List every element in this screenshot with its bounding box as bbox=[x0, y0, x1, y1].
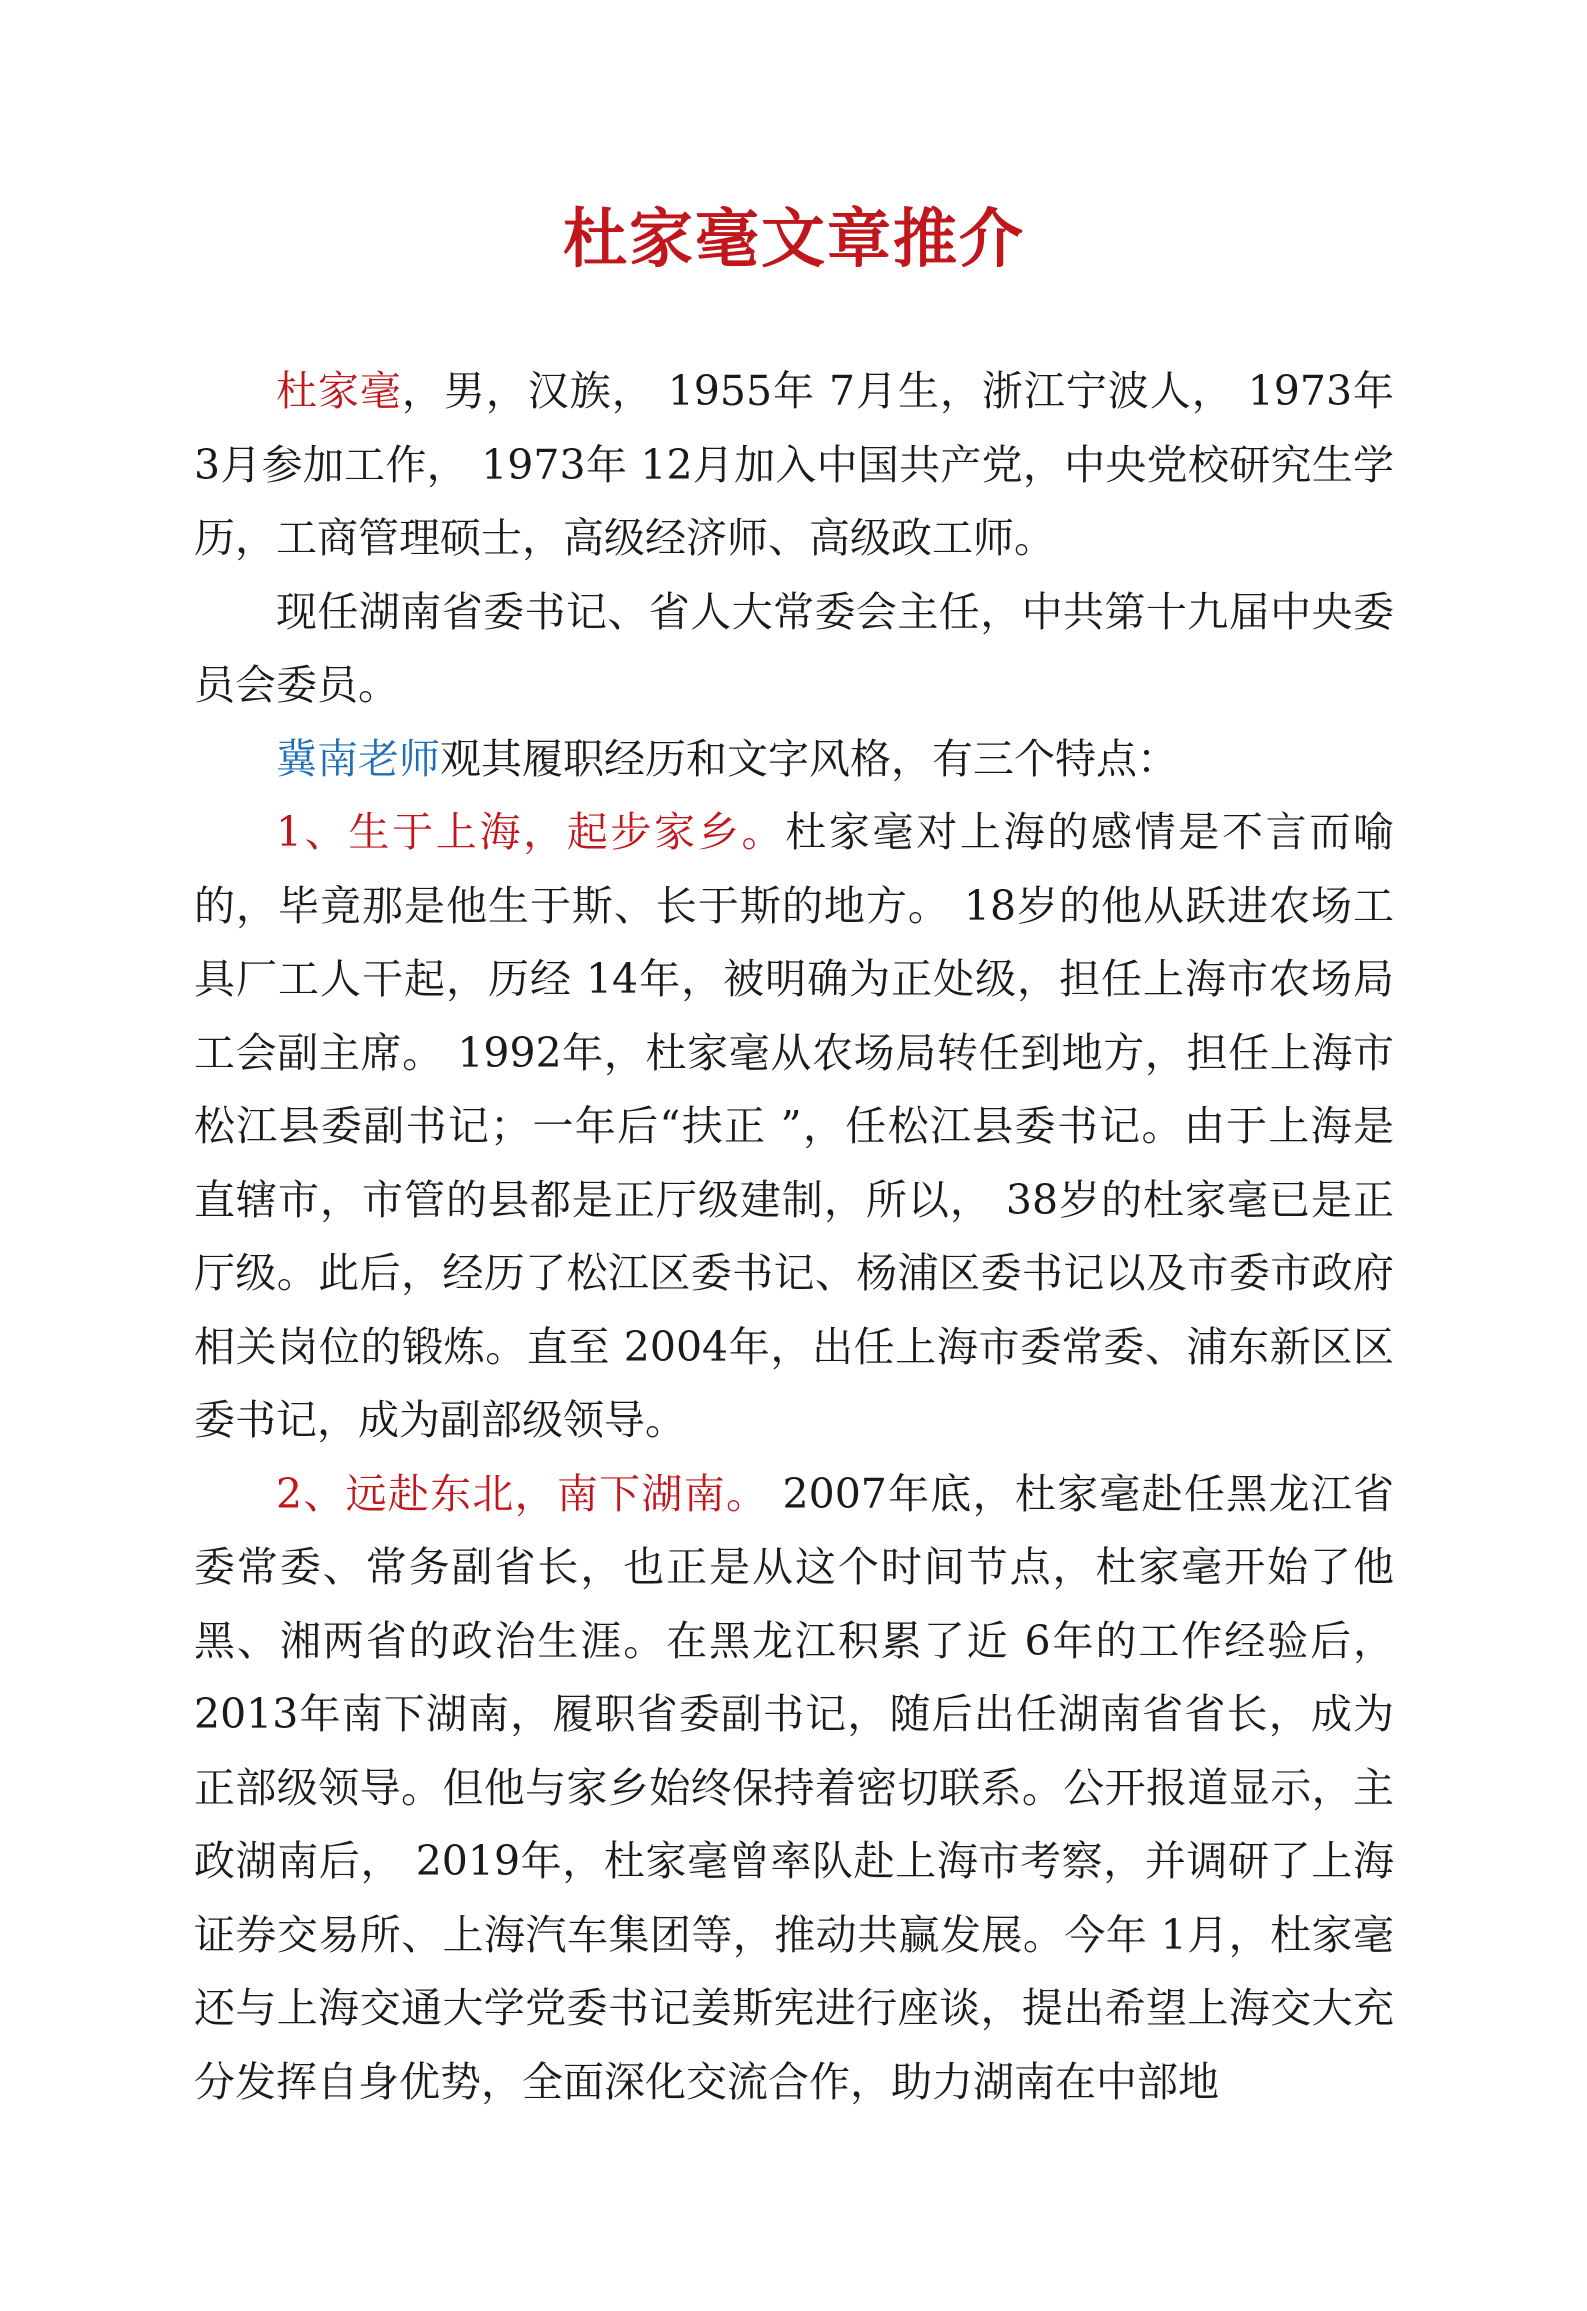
point-1-heading: 1、生于上海，起步家乡。 bbox=[276, 808, 786, 856]
paragraph-position-text: 现任湖南省委书记、省人大常委会主任，中共第十九届中央委员会委员。 bbox=[194, 587, 1394, 709]
point-2-heading: 2、远赴东北，南下湖南。 bbox=[276, 1469, 769, 1518]
paragraph-point-1 bbox=[194, 796, 1394, 1458]
paragraph-point-2 bbox=[194, 1458, 1394, 2120]
article-body bbox=[194, 355, 1394, 2119]
paragraph-intro-text: 观其履职经历和文字风格，有三个特点： bbox=[440, 734, 1178, 783]
author-name: 冀南老师 bbox=[276, 734, 440, 783]
paragraph-bio bbox=[194, 355, 1394, 576]
paragraph-intro bbox=[194, 723, 1394, 797]
page-title: 杜家毫文章推介 bbox=[563, 202, 1025, 277]
paragraph-bio-text: ，男，汉族， 1955年 7月生，浙江宁波人， 1973年 3月参加工作， 1973年 12月加入中国共产党，中央党校研究生学历，工商管理硕士，高级经济师、高级政工师。 bbox=[194, 367, 1395, 562]
point-1-text: 杜家毫对上海的感情是不言而喻的，毕竟那是他生于斯、长于斯的地方。 18岁的他从跃进农场工具厂工人干起，历经 14年，被明确为正处级，担任上海市农场局工会副主席。 1992年，杜家毫从农场局转任到地方，担任上海市松江县委副书记；一年后“扶正 ”，任松江县委书记。由于上海是直辖市，市管的县都是正厅级建制，所以， 38岁的杜家毫已是正厅级。此后，经历了松江区委书记、杨浦区委书记以及市委市政府相关岗位的锻炼。直至 2004年，出任上海市委常委、浦东新区区委书记，成为副部级领导。 bbox=[194, 808, 1394, 1444]
paragraph-position bbox=[194, 576, 1394, 723]
point-2-text: 2007年底，杜家毫赴任黑龙江省委常委、常务副省长，也正是从这个时间节点，杜家毫开始了他黑、湘两省的政治生涯。在黑龙江积累了近 6年的工作经验后，2013年南下湖南，履职省委副书记，随后出任湖南省省长，成为正部级领导。但他与家乡始终保持着密切联系。公开报道显示，主政湖南后， 2019年，杜家毫曾率队赴上海市考察，并调研了上海证券交易所、上海汽车集团等，推动共赢发展。今年 1月，杜家毫还与上海交通大学党委书记姜斯宪进行座谈，提出希望上海交大充分发挥自身优势，全面深化交流合作，助力湖南在中部地 bbox=[194, 1469, 1395, 2106]
person-name: 杜家毫 bbox=[276, 367, 402, 415]
